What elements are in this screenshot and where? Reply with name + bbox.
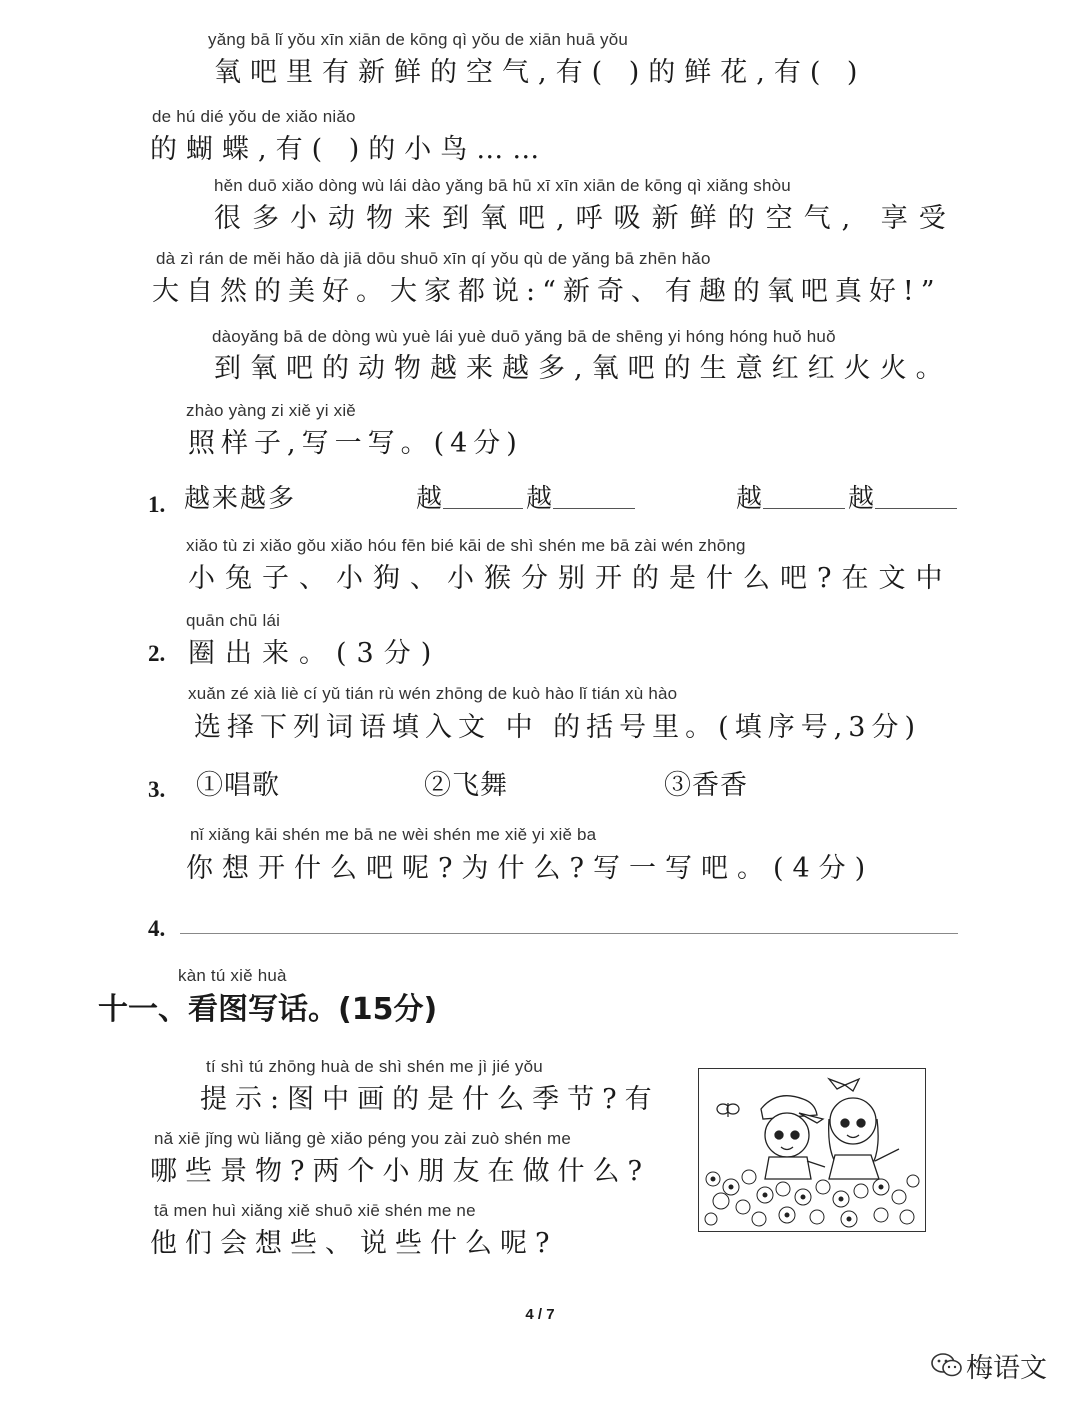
q4-answer-line[interactable] [180, 933, 958, 934]
q1-blank2-char1: 越 [736, 484, 763, 514]
q3-instruction-pinyin: xuǎn zé xià liè cí yǔ tián rù wén zhōng de kuò hào lǐ tián xù hào [188, 684, 678, 703]
wechat-icon [930, 1352, 964, 1378]
q1-blank2-char2: 越 [848, 484, 875, 514]
section11-title-pinyin: kàn tú xiě huà [178, 966, 287, 985]
section11-hint-pinyin-2: nǎ xiē jǐng wù liǎng gè xiǎo péng you zài zuò shén me [154, 1129, 571, 1148]
boy-figure [761, 1096, 825, 1179]
story-p2-line2-pinyin: dà zì rán de měi hǎo dà jiā dōu shuō xīn qí yǒu qù de yǎng bā zhēn hǎo [156, 249, 711, 268]
q1-blank2-b[interactable] [875, 508, 957, 509]
q3-option-3: ③香香 [664, 770, 748, 801]
story-p2-line2: 大自然的美好。大家都说:“新奇、有趣的氧吧真好!” [152, 276, 942, 307]
q1-blank1-b[interactable] [553, 508, 635, 509]
q3-option-1: ①唱歌 [196, 770, 280, 801]
flower-field [705, 1170, 919, 1227]
section11-hint-2: 哪些景物?两个小朋友在做什么? [150, 1156, 650, 1187]
story-p2-line1: 很多小动物来到氧吧,呼吸新鲜的空气, 享受 [214, 203, 957, 234]
butterfly-icon [717, 1103, 739, 1117]
story-p1-line2-pinyin: de hú dié yǒu de xiǎo niǎo [152, 107, 356, 126]
q4-instruction: 你想开什么吧呢?为什么?写一写吧。(4分) [186, 853, 875, 884]
story-p1-line2: 的蝴蝶,有( )的小鸟…… [150, 134, 549, 165]
story-p1-line1: 氧吧里有新鲜的空气,有( )的鲜花,有( ) [214, 57, 867, 88]
story-p1-line1-pinyin: yǎng bā lǐ yǒu xīn xiān de kōng qì yǒu de xiān huā yǒu [208, 30, 629, 49]
section11-hint-pinyin-1: tí shì tú zhōng huà de shì shén me jì jié yǒu [206, 1057, 543, 1076]
q4-number: 4. [148, 916, 166, 941]
section11-title: 十一、看图写话。(15分) [98, 992, 438, 1027]
story-p3-line1: 到氧吧的动物越来越多,氧吧的生意红红火火。 [214, 353, 952, 384]
q2-number: 2. [148, 641, 166, 666]
q3-instruction: 选择下列词语填入文 中 的括号里。(填序号,3分) [194, 712, 921, 743]
q1-instruction: 照样子,写一写。(4分) [188, 428, 523, 459]
q1-blank1-a[interactable] [443, 508, 523, 509]
q2-instruction-pinyin-2: quān chū lái [186, 611, 281, 630]
watermark: 梅语文 [966, 1353, 1047, 1384]
section11-hint-1: 提示:图中画的是什么季节?有 [200, 1084, 660, 1115]
section11-hint-pinyin-3: tā men huì xiǎng xiě shuō xiē shén me ne [154, 1201, 476, 1220]
q2-instruction-2: 圈出来。(3分) [188, 638, 442, 669]
girl-figure [829, 1079, 899, 1179]
q1-number: 1. [148, 492, 166, 517]
q1-blank1-char1: 越 [416, 484, 443, 514]
q2-instruction-1: 小兔子、小狗、小猴分别开的是什么吧?在文中 [188, 563, 953, 594]
q1-instruction-pinyin: zhào yàng zi xiě yi xiě [186, 401, 356, 420]
q1-example: 越来越多 [184, 484, 297, 514]
q3-option-2: ②飞舞 [424, 770, 508, 801]
q1-blank2-a[interactable] [763, 508, 845, 509]
q1-blank1-char2: 越 [526, 484, 553, 514]
q2-instruction-pinyin-1: xiǎo tù zi xiǎo gǒu xiǎo hóu fēn bié kāi de shì shén me bā zài wén zhōng [186, 536, 746, 555]
q4-instruction-pinyin: nǐ xiǎng kāi shén me bā ne wèi shén me xiě yi xiě ba [190, 825, 597, 844]
page-number: 4 / 7 [525, 1306, 555, 1323]
children-flowers-illustration [698, 1068, 926, 1232]
story-p2-line1-pinyin: hěn duō xiǎo dòng wù lái dào yǎng bā hū xī xīn xiān de kōng qì xiǎng shòu [214, 176, 791, 195]
q3-number: 3. [148, 777, 166, 802]
section11-hint-3: 他们会想些、说些什么呢? [150, 1228, 558, 1259]
story-p3-line1-pinyin: dàoyǎng bā de dòng wù yuè lái yuè duō yǎng bā de shēng yi hóng hóng huǒ huǒ [212, 327, 836, 346]
illustration-drawing [699, 1069, 925, 1231]
